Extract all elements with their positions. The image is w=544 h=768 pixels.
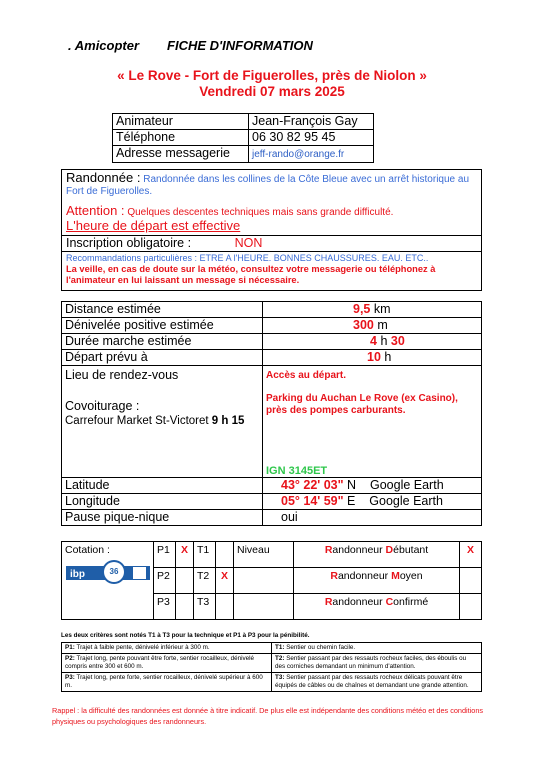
depart-value: 10 xyxy=(367,350,381,364)
criteres-table xyxy=(61,642,482,692)
distance-label: Distance estimée xyxy=(62,302,263,318)
niveau-spacer xyxy=(234,568,294,594)
pause-value: oui xyxy=(281,510,298,524)
ign-map-ref: IGN 3145ET xyxy=(266,465,328,477)
latitude-source: Google Earth xyxy=(369,478,444,492)
duree-label: Durée marche estimée xyxy=(62,334,263,350)
duree-minutes: 30 xyxy=(390,334,405,348)
t1-label: T1 xyxy=(194,542,216,568)
p1-label: P1 xyxy=(154,542,176,568)
covoiturage-label: Covoiturage : xyxy=(65,399,140,413)
ibp-logo xyxy=(66,560,150,584)
table-row: P1: Trajet à faible pente, dénivelé inférieur à 300 m. T1: Sentier ou chemin facile. xyxy=(62,643,482,654)
telephone-value: 06 30 82 95 45 xyxy=(249,130,374,146)
depart-unit: h xyxy=(384,350,392,364)
niveau-spacer xyxy=(234,594,294,620)
inscription-value: NON xyxy=(234,236,263,250)
attention-label: Attention : xyxy=(66,203,125,218)
table-row: P3: Trajet long, pente forte, sentier rocailleux, dénivelé supérieur à 600 m. T3: Sentier passant par des ressauts rocheux délicats pouvant être équipés de câbles ou de chaînes et demandant une grande attention. xyxy=(62,673,482,692)
p1-mark: X xyxy=(176,542,194,568)
longitude-value: 05° 14' 59" xyxy=(281,494,344,508)
animateur-value: Jean-François Gay xyxy=(249,114,374,130)
p2-mark xyxy=(176,568,194,594)
niveau-moyen-mark xyxy=(460,568,482,594)
rando-box xyxy=(61,169,482,291)
distance-unit: km xyxy=(373,302,391,316)
table-row: P2: Trajet long, pente pouvant être forte, sentier rocailleux, dénivelé compris entre 300 et 600 m. T2: Sentier passant par des ressauts rocheux faciles, des éboulis ou des corniches demandant un minimum d'attention. xyxy=(62,654,482,673)
t3-desc: Sentier passant par des ressauts rocheux délicats pouvant être équipés de câbles ou de chaînes et demandant une grande attention. xyxy=(275,674,469,689)
latitude-value: 43° 22' 03" xyxy=(281,478,344,492)
niveau-debutant-mark: X xyxy=(460,542,482,568)
doc-title: FICHE D'INFORMATION xyxy=(167,38,313,53)
longitude-dir: E xyxy=(347,494,356,508)
duree-hours: 4 xyxy=(370,334,377,348)
niveau-label: Niveau xyxy=(234,542,294,568)
hike-date: Vendredi 07 mars 2025 xyxy=(199,84,345,99)
t1-desc: Sentier ou chemin facile. xyxy=(286,644,356,651)
distance-value: 9,5 xyxy=(353,302,371,316)
criteres-note: Les deux critères sont notés T1 à T3 pour la technique et P1 à P3 pour la pénibilité. xyxy=(61,632,310,639)
t3-label: T3 xyxy=(194,594,216,620)
duree-h-unit: h xyxy=(380,334,388,348)
depart-effectif: L'heure de départ est effective xyxy=(66,218,241,233)
niveau-confirme-mark xyxy=(460,594,482,620)
niveau-debutant: Randonneur Débutant xyxy=(294,542,460,568)
lieu-label: Lieu de rendez-vous xyxy=(65,368,179,382)
rando-label: Randonnée : xyxy=(66,170,141,185)
t2-desc: Sentier passant par des ressauts rocheux faciles, des éboulis ou des corniches demandant un minimum d'attention. xyxy=(275,655,467,670)
t2-label: T2 xyxy=(194,568,216,594)
animateur-label: Animateur xyxy=(113,114,249,130)
ibp-logo-number: 36 xyxy=(109,567,119,576)
telephone-label: Téléphone xyxy=(113,130,249,146)
denivele-value: 300 xyxy=(353,318,374,332)
veille-note: La veille, en cas de doute sur la météo, consultez votre messagerie ou téléphonez à l'animateur en lui laissant un message si nécessaire. xyxy=(66,264,436,285)
pause-label: Pause pique-nique xyxy=(62,510,263,526)
longitude-source: Google Earth xyxy=(369,494,443,508)
p3-mark xyxy=(176,594,194,620)
acces-depart: Accès au départ. xyxy=(266,370,347,381)
t2-mark: X xyxy=(216,568,234,594)
rando-description: Randonnée dans les collines de la Côte Bleue avec un arrêt historique au Fort de Figuerolles. xyxy=(66,174,470,197)
denivele-unit: m xyxy=(377,318,388,332)
email-label: Adresse messagerie xyxy=(113,146,249,163)
latitude-label: Latitude xyxy=(62,478,263,494)
attention-text: Quelques descentes techniques mais sans grande difficulté. xyxy=(127,207,394,218)
t3-mark xyxy=(216,594,234,620)
recommandations: Recommandations particulières : ETRE A l'HEURE. BONNES CHAUSSURES. EAU. ETC.. xyxy=(66,253,429,263)
latitude-dir: N xyxy=(347,478,357,492)
hike-title: « Le Rove - Fort de Figuerolles, près de Niolon » xyxy=(117,68,427,83)
cotation-table xyxy=(61,541,482,620)
denivele-label: Dénivelée positive estimée xyxy=(62,318,263,334)
niveau-confirme: Randonneur Confirmé xyxy=(294,594,460,620)
parking-info: Parking du Auchan Le Rove (ex Casino), près des pompes carburants. xyxy=(266,393,458,416)
inscription-label: Inscription obligatoire : xyxy=(66,236,192,250)
document-header xyxy=(68,38,313,53)
p2-desc: Trajet long, pente pouvant être forte, sentier rocailleux, dénivelé compris entre 300 et 600 m. xyxy=(65,655,255,670)
rappel-note: Rappel : la difficulté des randonnées est donnée à titre indicatif. De plus elle est indépendante des conditions météo et des conditions physiques ou psychologiques des randonneurs. xyxy=(52,706,484,726)
niveau-moyen: Randonneur Moyen xyxy=(294,568,460,594)
covoiturage-time: 9 h 15 xyxy=(211,415,245,427)
contact-table xyxy=(112,113,374,163)
covoiturage-place: Carrefour Market St-Victoret xyxy=(65,415,209,427)
t1-mark xyxy=(216,542,234,568)
p2-label: P2 xyxy=(154,568,176,594)
ibp-logo-text: ibp xyxy=(70,569,85,580)
depart-label: Départ prévu à xyxy=(62,350,263,366)
p3-label: P3 xyxy=(154,594,176,620)
p3-desc: Trajet long, pente forte, sentier rocailleux, dénivelé supérieur à 600 m. xyxy=(65,674,263,689)
cotation-label: Cotation : xyxy=(65,544,110,556)
longitude-label: Longitude xyxy=(62,494,263,510)
org-name: . Amicopter xyxy=(68,38,140,53)
p1-desc: Trajet à faible pente, dénivelé inférieur à 300 m. xyxy=(76,644,210,651)
details-table xyxy=(61,301,482,526)
email-link[interactable]: jeff-rando@orange.fr xyxy=(252,149,345,160)
